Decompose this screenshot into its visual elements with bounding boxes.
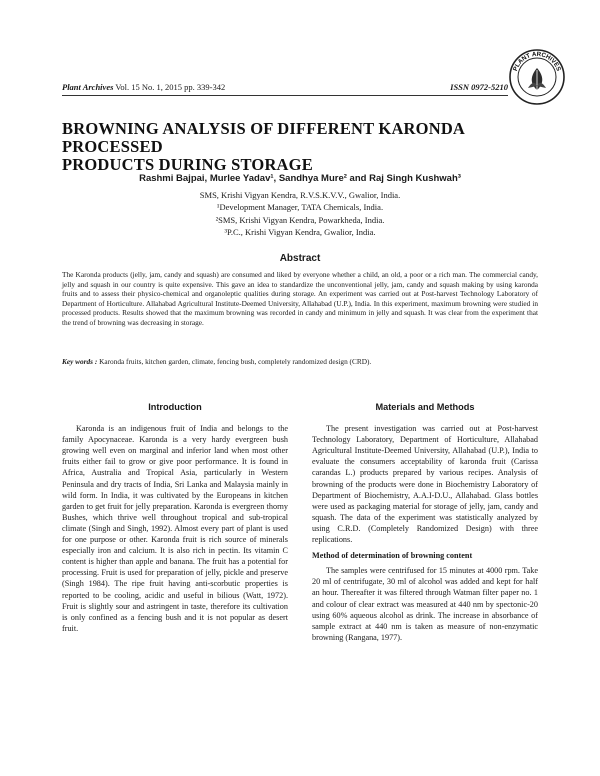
methods-paragraph-2: The samples were centrifused for 15 minutes at 4000 rpm. Take 20 ml of centrifugate, 30 ml of alcohol was added and kept for half an hour. Thereafter it was filtered through Watman filter paper no. 1 and colour of clear extract was measured at 440 nm by spectonic-20 using 60% aqueous alcohol as drink. The increase in absorbance of sample extract at 440 nm is taken as measure of non-enzymatic browning (Rangana, 1977). bbox=[312, 566, 538, 642]
citation-text: Vol. 15 No. 1, 2015 pp. 339-342 bbox=[115, 82, 226, 92]
keywords-line bbox=[62, 357, 538, 367]
affiliation-item: ²SMS, Krishi Vigyan Kendra, Powarkheda, India. bbox=[215, 214, 385, 225]
journal-citation bbox=[62, 82, 225, 92]
keywords-text: Karonda fruits, kitchen garden, climate, fencing bush, completely randomized design (CRD). bbox=[99, 357, 372, 366]
introduction-paragraph: Karonda is an indigenous fruit of India and belongs to the family Apocynaceae. Karonda is a very hardy evergreen bush growing well even on marginal and inferior land when most other fruits either fail to grow or give poor performance. It is found in Africa, Australia and Tropical Asia, particularly in Western Peninsula and dry tracts of India, Sri Lanka and Malaysia mainly in wild form. In India, it was cultivated by the Europeans in kitchen garden to get fruit for jelly preparation. Karonda is evergreen thorny Bushes, which thrive well throughout tropical and sub-tropical climate (Singh and Singh, 1992). Almost every part of plant is used for one purpose or other. Karonda fruit is rich source of minerals especially iron and calcium. It is also rich in pectin. Its vitamin C content is higher than apple and banana. The fruit has a potential for processing. Fruit is used for preparation of jelly, pickle and preserve (Singh 1984). The ripe fruit having anti-scorbutic properties is reported to be cooling, acidic and useful in bilious (Watt, 1972). Fruit is slightly sour and astringent in taste, therefore its cultivation is only confined as a fencing bush and it is not popular as desert fruit. bbox=[62, 424, 288, 633]
affiliation-item: ³P.C., Krishi Vigyan Kendra, Gwalior, India. bbox=[224, 226, 376, 237]
issn-text: ISSN 0972-5210 bbox=[450, 82, 508, 92]
plant-archives-logo bbox=[508, 48, 566, 106]
introduction-heading: Introduction bbox=[148, 402, 202, 412]
abstract-heading: Abstract bbox=[279, 253, 321, 264]
introduction-column bbox=[62, 402, 288, 634]
author-list: Rashmi Bajpai, Murlee Yadav¹, Sandhya Mure² and Raj Singh Kushwah³ bbox=[139, 173, 461, 184]
title-line-2: PRODUCTS DURING STORAGE bbox=[62, 155, 313, 174]
abstract-text: The Karonda products (jelly, jam, candy and squash) are consumed and liked by everyone whether a child, an old, a poor or a rich man. The commercial candy, jelly and squash in our country is quite expensive. This gave an idea to standardize the unconventional jelly, jam, candy and squash making by using karonda fruits and to assess their physico-chemical and organoleptic qualities during storage. An experiment was carried out at Post-harvest Technology Laboratory of Department of Horticulture. Allahabad Agricultural Institute-Deemed University, Allahabad (U.P.), India. In this experiment, maximum browning were studied in processed products. Results showed that the maximum browning was recorded in candy and minimum in jelly and squash. It was clear from the experiment that the trend of browning was decreasing in storage. bbox=[62, 270, 538, 327]
affiliations bbox=[62, 189, 538, 238]
header-rule bbox=[62, 95, 508, 96]
running-header bbox=[62, 82, 508, 92]
keywords-label: Key words : bbox=[62, 357, 98, 366]
methods-paragraph-1: The present investigation was carried out at Post-harvest Technology Laboratory, Department of Horticulture, Allahabad Agricultural Institute-Deemed University, Allahabad (U.P.), India to evaluate the consumers acceptability of karonda fruit (Carissa carandas L.) products prepared by various recipes. Analysis of browning of the products were done in Biochemistry Laboratory of Department of Biochemistry, A.A.I-D.U., Allahabad. Glass bottles were used as packaging material for storage of jelly, jam, candy and squash. The data of the experiment was statistically analyzed by using C.R.D. (Completely Randomized Design) with three replications. bbox=[312, 424, 538, 545]
svg-text:PLANT ARCHIVES: PLANT ARCHIVES bbox=[512, 50, 562, 73]
methods-heading: Materials and Methods bbox=[375, 402, 475, 412]
method-subheading: Method of determination of browning content bbox=[312, 551, 473, 561]
title-line-1: BROWNING ANALYSIS OF DIFFERENT KARONDA PROCESSED bbox=[62, 119, 465, 156]
journal-name: Plant Archives bbox=[62, 82, 114, 92]
affiliation-item: ¹Development Manager, TATA Chemicals, India. bbox=[216, 202, 384, 213]
methods-column bbox=[312, 402, 538, 643]
affiliation-item: SMS, Krishi Vigyan Kendra, R.V.S.K.V.V., Gwalior, India. bbox=[199, 190, 401, 200]
paper-title bbox=[62, 120, 562, 174]
